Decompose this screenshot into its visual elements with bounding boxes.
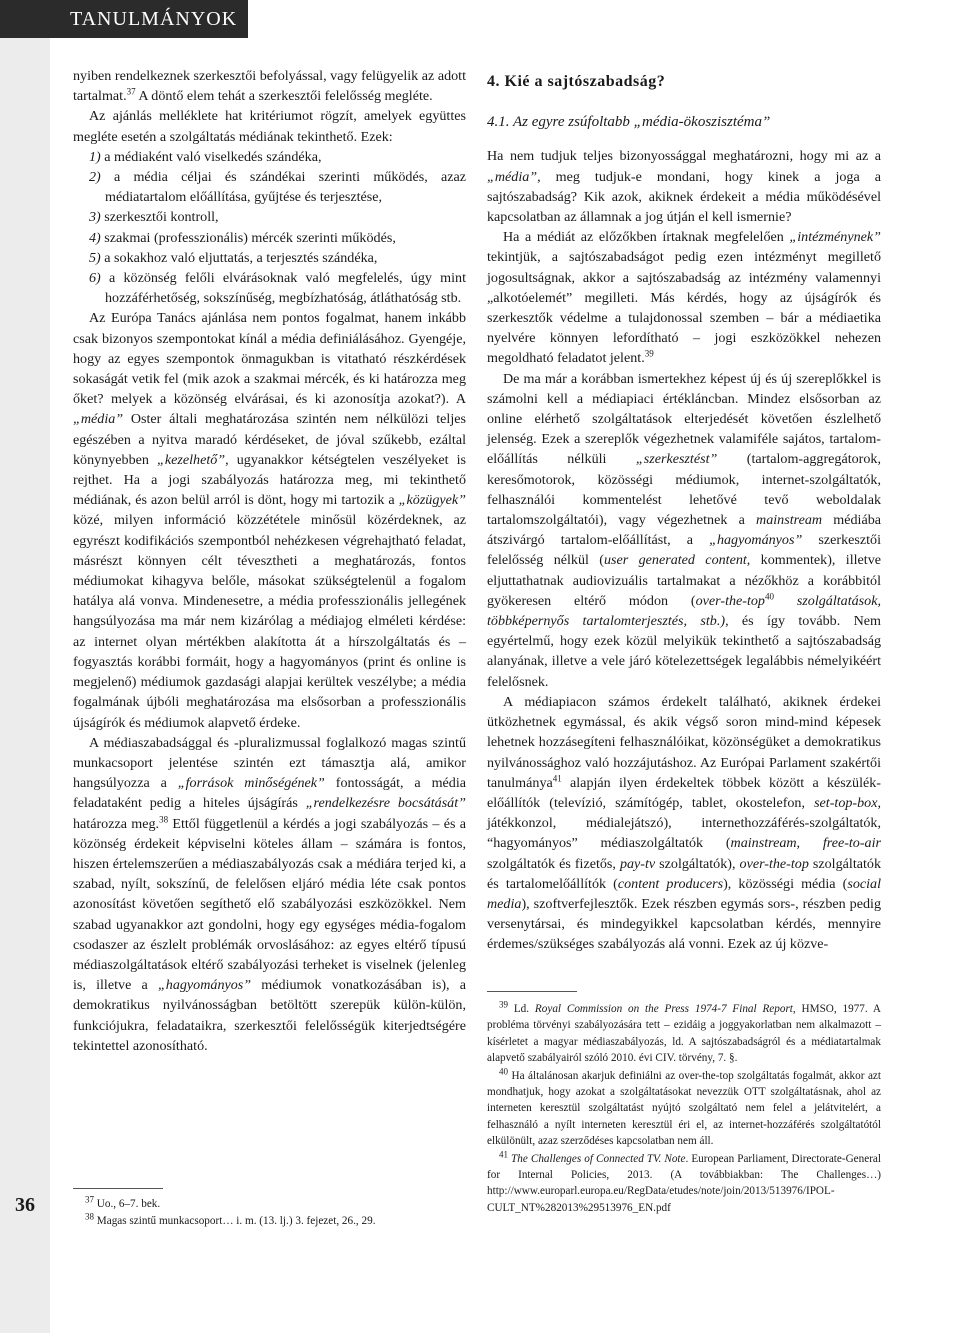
footnote-ref: 37 xyxy=(126,86,136,97)
paragraph: nyiben rendelkeznek szerkesztői befolyással, vagy felügyelik az adott tartalmat.$^{37}$ A döntő elem tehát a szerkesztői felelősség megléte. xyxy=(73,68,466,105)
paragraph: Ha nem tudjuk teljes bizonyossággal meghatározni, hogy mi az a „média”, meg tudjuk-e mondani, hogy kinek a joga a sajtószabadság? Kik azok, akiknek érdekeit a média működésével kapcsolatban az államnak a jog útján el kell ismernie? xyxy=(487,148,881,226)
paragraph: Az ajánlás melléklete hat kritériumot rögzít, amelyek együttes megléte esetén a szolgáltatás médiának tekinthető. Ezek: xyxy=(73,108,466,145)
list-item: 4) szakmai (professzionális) mércék szerinti működés, xyxy=(89,229,396,246)
section-header xyxy=(0,0,248,38)
footnote-rule xyxy=(487,991,577,992)
list-item: 3) szerkesztői kontroll, xyxy=(89,209,219,226)
paragraph: A médiapiacon számos érdekelt található, akiknek érdekei ütközhetnek egymással, és akik végső soron mind-mind képesek lehetnek hozzásegíteni felhasználóikat, közönségüket a demokratikus nyilvánossághoz való hozzájutáshoz. Az Európai Parlament szakértői tanulmánya$^{41}$ alapján ilyen érdekeltek többek között a készülék-előállítók (televízió, számítógép, tablet, okostelefon, set-top-box, játékkonzol, médialejátszó), internethozzáférés-szolgáltatók, “hagyományos” médiaszolgáltatók (mainstream, free-to-air szolgáltatók és fizetős, pay-tv szolgáltatók), over-the-top szolgáltatók és tartalomelőállítók (content producers), közösségi média (social media), szoftverfejlesztők. Ezek részben egymás sors-, részben pedig versenytársai, és mindegyikkel kapcsolatban kérdés, mennyire érdemes/szükséges szabályozás alá vonni. Ezek az új közve- xyxy=(487,693,882,953)
paragraph: De ma már a korábban ismertekhez képest új és új szereplőkkel is számolni kell a médiapiaci értékláncban. Mindez elsősorban az online elérhető szolgáltatások elterjedését követően észlelhető jelenség. Ezek a szereplők végezhetnek valamiféle sajátos, tartalom-előállítás nélküli „szerkesztést” (tartalom-aggregátorok, keresőmotorok, közösségi médiumok, internet-szolgáltatók, felhasználói kommentelést lehetővé tevő weboldalak tartalomszolgáltatói), vagy végezhetnek a mainstream médiába átszivárgó tartalom-előállítást, a „hagyományos” szerkesztői felelősség nélkül (user generated content, kommentek), illetve eljuttathatnak audiovizuális tartalmakat a nézőkhöz a korábbitól gyökeresen eltérő módon (over-the-top$^{40}$ szolgáltatások, többképernyős tartalomterjesztés, stb.), és így tovább. Nem egyértelmű, hogy ezek közül melyikük tekinthető a sajtószabadság alanyának, illetve a vele járó kötelezettségek legalábbis némelyikéért felelősnek. xyxy=(487,370,881,690)
list-item: 2) a média céljai és szándékai szerinti működés, azaz médiatartalom előállítása, gyűjtése és terjesztése, xyxy=(89,169,466,206)
footnote: $^{41}$ The Challenges of Connected TV. Note. European Parliament, Directorate-General for Internal Policies, 2013. (A továbbiakban: The Challenges…) http://www.europarl.europa.eu/RegData/etudes/note/join/2013/513976/IPOL-CULT_NT%282013%29513976_EN.pdf xyxy=(487,1148,881,1214)
footnote-ref: 41 xyxy=(552,773,562,784)
footnote: $^{39}$ Ld. Royal Commission on the Press 1974-7 Final Report, HMSO, 1977. A probléma törvényi szabályozására tett – ezidáig a joggyakorlatban nem alkalmazott – kísérletet a magyar médiaszabályozás, ld. A sajtószabadságról és a médiatartalmak alapvető szabályairól szóló 2010. évi CIV. törvény, 7. §. xyxy=(487,999,882,1065)
criteria-list xyxy=(73,147,466,309)
left-column xyxy=(73,66,466,1056)
footnotes-right xyxy=(487,1001,881,1217)
footnotes-left xyxy=(73,1196,466,1230)
footnote: $^{37}$ Uo., 6–7. bek. xyxy=(85,1194,161,1210)
right-column xyxy=(487,66,881,955)
subsection-heading: 4.1. Az egyre zsúfoltabb „média-ökoszisztéma” xyxy=(487,114,771,131)
footnote-rule xyxy=(73,1188,163,1189)
footnote: $^{38}$ Magas szintű munkacsoport… i. m. (13. lj.) 3. fejezet, 26., 29. xyxy=(85,1211,376,1227)
page-number: 36 xyxy=(15,1194,35,1216)
footnote-ref: 38 xyxy=(159,813,169,824)
paragraph: A médiaszabadsággal és -pluralizmussal foglalkozó magas szintű munkacsoport jelentése szintén ezt támasztja alá, amikor hangsúlyozza a „források minőségének” fontosságát, a média feladataként pedig a hiteles újságírás „rendelkezésre bocsátását” határozza meg.$^{38}$ Ettől függetlenül a kérdés a jogi szabályozás – és a közönség érdekeit képviselni köteles állam – számára is fontos, hiszen értelemszerűen a médiaszabályozás csak a médiára terjed ki, a szabad, nyílt, sokszínű, de felelősen eljáró média léte csak pontos azonosítást követően segíthető elő szabályozási eszközökkel. Nem szabad ugyanakkor azt gondolni, hogy egy egységes média-fogalom csodaszer az észlelt problémák orvoslásához: az egyes eltérő típusú médiaszolgáltatások eltérő szabályozási terheket is viselnek (jelenleg is, illetve a „hagyományos” médiumok vonatkozásában is), a demokratikus nyilvánosságban betöltött szerepük külön-külön, funkciójukra, feladataikra, szerkesztői felelősségük kiterjedtségére tekintettel azonosítható. xyxy=(73,734,467,1054)
list-item: 6) a közönség felőli elvárásoknak való megfelelés, úgy mint hozzáférhetőség, sokszínűség, megbízhatóság, átláthatóság stb. xyxy=(89,270,466,307)
section-title: TANULMÁNYOK xyxy=(70,8,238,30)
list-item: 5) a sokakhoz való eljuttatás, a terjesztés szándéka, xyxy=(89,249,378,266)
list-item: 1) a médiaként való viselkedés szándéka, xyxy=(89,148,322,165)
side-strip xyxy=(0,38,50,1333)
footnote: $^{40}$ Ha általánosan akarjuk definiálni az over-the-top szolgáltatás fogalmát, akkor azt mondhatjuk, hogy azokat a szolgáltatásokat nevezzük OTT szolgáltatásnak, ahol az interneten keresztül szolgáltatást nyújtó szolgáltató nem felel a jelátvitelért, a felhasználó a nyílt interneten keresztül éri el, az internet-hozzáférés szolgáltatótól elkülönült, azaz szerződéses kapcsolatban nem áll. xyxy=(487,1065,881,1148)
paragraph: Az Európa Tanács ajánlása nem pontos fogalmat, hanem inkább csak bizonyos szempontokat kínál a média definiálásához. Gyengéje, hogy az egyes szempontok önmagukban is vitatható részkérdések sokaságát vetik fel (mik azok a szakmai mércék, és ki határozza meg őket? melyek a közönség elvárásai, és ki azonosítja azokat?). A „média” Oster általi meghatározása szintén nem nélkülözi teljes egészében a nyitva maradó kérdéseket, de jóval szűkebb, ezáltal könynyebben „kezelhető”, ugyanakkor kétségtelen veszélyeket is rejthet. Ha a jogi szabályozás határozza meg, mi tekinthető médiának, és azon belül arról is dönt, hogy mi tartozik a „közügyek” közé, milyen információ közzététele minősül közérdeknek, az egyrészt kodifikációs szempontból nehézkesen végrehajtható feladat, másrészt könnyen célt tévesztheti a meghatározás, fontos médiumokat kihagyva belőle, másokat szükségtelenül a fogalom hatálya alá vonva. Mindenesetre, a média professzionális jellegének hangsúlyozása ma már nem kizárólag a médiajog elméleti kérdése: az internet olyan mértékben alakította át a hírszolgáltatás és –fogyasztás korábbi formáit, hogy a hagyományos (print és online is megjelenő) médiumok gazdasági alapjai kerültek veszélybe; a média fogalmának újbóli meghatározása ma elsősorban a professzionális újságírók és médiumok alapvető érdeke. xyxy=(73,310,466,731)
footnote-ref: 39 xyxy=(644,348,654,359)
paragraph: Ha a médiát az előzőkben írtaknak megfelelően „intézménynek” tekintjük, a sajtószabadságot pedig ezen intézményt megillető jogosultságnak, akkor a sajtószabadság az intézmény valamennyi „alkotóelemét” megilleti. Más kérdés, hogy az újságírók és szerkesztők védelme a tulajdonossal szemben – bár a médiaetika nyelvére könnyen lefordítható – jogi eszközökkel nehezen megoldható feladatot jelent.$^{39}$ xyxy=(487,229,881,367)
section-heading: 4. Kié a sajtószabadság? xyxy=(487,73,666,90)
footnote-ref: 40 xyxy=(764,591,774,602)
